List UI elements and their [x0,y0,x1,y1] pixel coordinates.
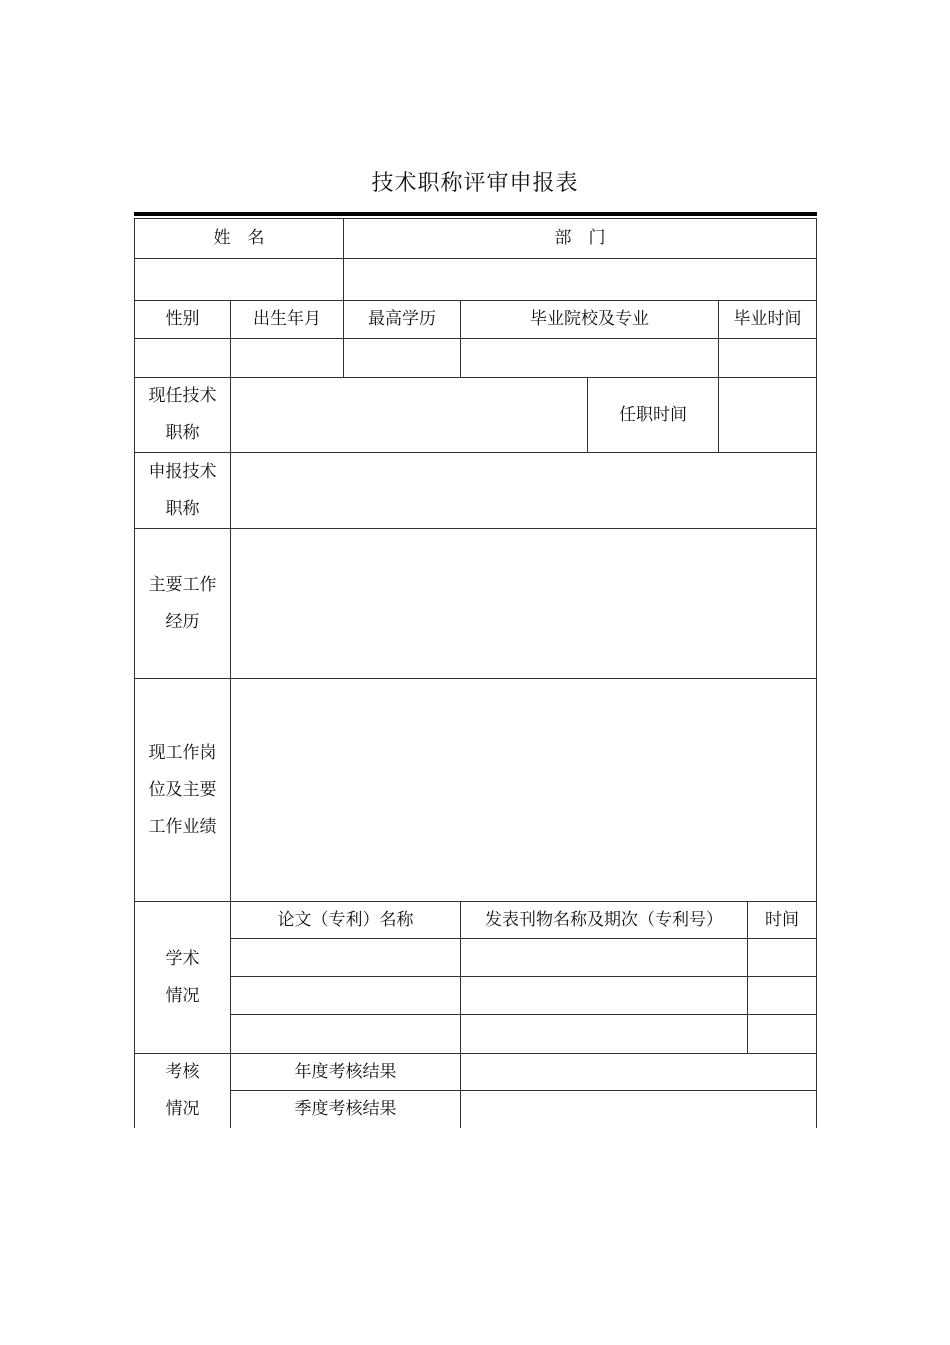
academic-label: 学术 情况 [134,901,230,1053]
work-history-label: 主要工作 经历 [134,528,230,678]
apply-title-label: 申报技术 职称 [134,452,230,528]
quarterly-result-field[interactable] [460,1090,817,1128]
gender-field[interactable] [134,338,230,377]
publication-field[interactable] [460,1014,747,1053]
birth-label: 出生年月 [230,300,343,338]
name-label: 姓 名 [134,218,343,258]
grad-time-field[interactable] [718,338,817,377]
appointment-time-label: 任职时间 [587,377,718,452]
paper-name-field[interactable] [230,1014,460,1053]
quarterly-result-label: 季度考核结果 [230,1090,460,1128]
name-field[interactable] [134,258,343,300]
paper-name-header: 论文（专利）名称 [230,901,460,938]
department-field[interactable] [343,258,817,300]
paper-name-field[interactable] [230,938,460,976]
assessment-label: 考核 情况 [134,1053,230,1128]
time-header: 时间 [747,901,817,938]
work-history-field[interactable] [230,528,817,678]
grad-time-label: 毕业时间 [718,300,817,338]
paper-time-field[interactable] [747,1014,817,1053]
paper-time-field[interactable] [747,938,817,976]
publication-field[interactable] [460,938,747,976]
current-post-label: 现工作岗 位及主要 工作业绩 [134,678,230,901]
gender-label: 性别 [134,300,230,338]
title-rule [134,212,817,216]
page-title: 技术职称评审申报表 [371,171,579,196]
publication-field[interactable] [460,976,747,1014]
annual-result-field[interactable] [460,1053,817,1090]
annual-result-label: 年度考核结果 [230,1053,460,1090]
appointment-time-field[interactable] [718,377,817,452]
school-major-field[interactable] [460,338,718,377]
school-major-label: 毕业院校及专业 [460,300,718,338]
application-form [134,218,817,1128]
education-field[interactable] [343,338,460,377]
current-post-field[interactable] [230,678,817,901]
education-label: 最高学历 [343,300,460,338]
apply-title-field[interactable] [230,452,817,528]
paper-time-field[interactable] [747,976,817,1014]
birth-field[interactable] [230,338,343,377]
current-title-field[interactable] [230,377,587,452]
publication-header: 发表刊物名称及期次（专利号） [460,901,747,938]
current-title-label: 现任技术 职称 [134,377,230,452]
department-label: 部 门 [343,218,817,258]
paper-name-field[interactable] [230,976,460,1014]
